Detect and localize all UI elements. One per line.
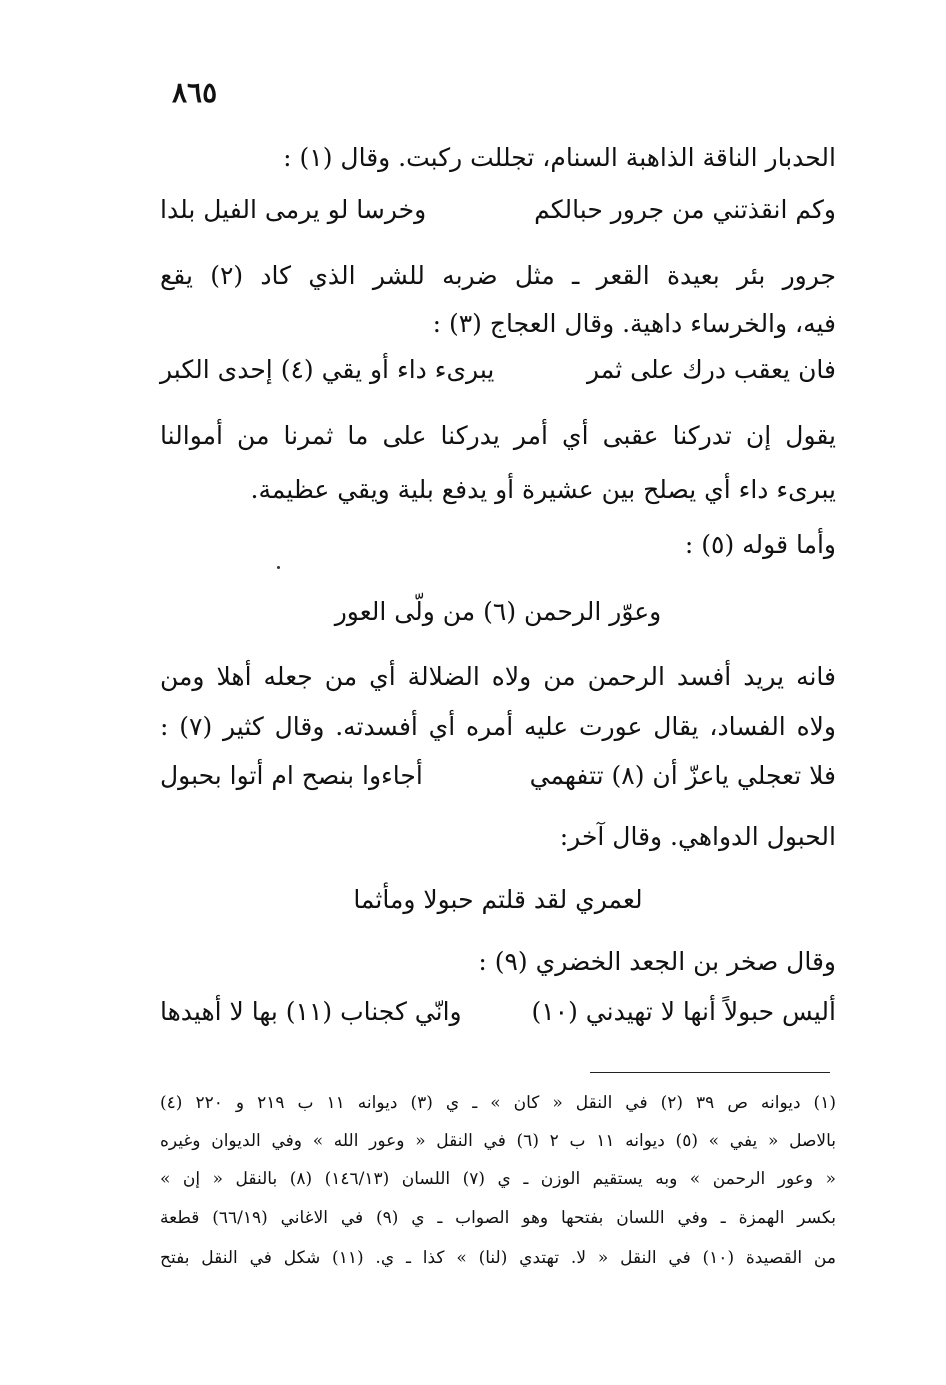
text-line: الحدبار الناقة الذاهبة السنام، تجللت ركبت. وقال (١) : <box>283 143 836 172</box>
footnote-line: بالاصل « يفي » (٥) ديوانه ١١ ب ٢ (٦) في النقل « وعور الله » وفي الديوان وغيره <box>160 1131 837 1151</box>
text-line: جرور بئر بعيدة القعر ـ مثل ضربه للشر الذي كاد (٢) يقع <box>160 261 836 290</box>
footnote-divider <box>590 1072 830 1073</box>
verse-second-hemistich: أجاءوا بنصح ام أتوا بحبول <box>160 761 423 790</box>
footnote-line: من القصيدة (١٠) في النقل « لا. تهتدي (لنا) » كذا ـ ي. (١١) شكل في النقل بفتح <box>160 1248 836 1268</box>
text-line: ولاه الفساد، يقال عورت عليه أمره أي أفسدته. وقال كثير (٧) : <box>160 712 836 741</box>
stray-mark <box>277 566 280 569</box>
footnote-line: « وعور الرحمن » وبه يستقيم الوزن ـ ي (٧) اللسان (١٤٦/١٣) (٨) بالنقل « إن » <box>160 1169 836 1189</box>
text-line: فانه يريد أفسد الرحمن من ولاه الضلالة أي من جعله أهلا ومن <box>160 662 836 691</box>
verse-first-hemistich: أليس حبولاً أنها لا تهيدني (١٠) <box>531 997 836 1026</box>
page-number: ٨٦٥ <box>172 76 218 109</box>
verse-second-hemistich: وخرسا لو يرمى الفيل بلدا <box>160 195 427 224</box>
footnote-line: بكسر الهمزة ـ وفي اللسان بفتحها وهو الصواب ـ ي (٩) في الاغاني (٦٦/١٩) قطعة <box>160 1208 836 1228</box>
text-line: الحبول الدواهي. وقال آخر: <box>559 822 836 851</box>
centered-verse: وعوّر الرحمن (٦) من ولّى العور <box>334 597 662 626</box>
verse-line <box>160 756 836 796</box>
verse-line <box>160 350 836 390</box>
centered-verse: لعمري لقد قلتم حبولا ومأثما <box>353 885 643 914</box>
text-line: وأما قوله (٥) : <box>684 530 836 559</box>
verse-line <box>160 190 836 230</box>
text-line: يبرىء داء أي يصلح بين عشيرة أو يدفع بلية ويقي عظيمة. <box>250 475 836 504</box>
verse-line <box>160 992 836 1032</box>
verse-first-hemistich: وكم انقذتني من جرور حبالكم <box>534 195 836 224</box>
verse-first-hemistich: فلا تعجلي ياعزّ أن (٨) تتفهمي <box>529 761 836 790</box>
text-line: فيه، والخرساء داهية. وقال العجاج (٣) : <box>432 309 836 338</box>
text-line: يقول إن تدركنا عقبى أي أمر يدركنا على ما ثمرنا من أموالنا <box>160 421 836 450</box>
text-line: وقال صخر بن الجعد الخضري (٩) : <box>478 947 836 976</box>
verse-second-hemistich: يبرىء داء أو يقي (٤) إحدى الكبر <box>160 355 495 384</box>
verse-first-hemistich: فان يعقب درك على ثمر <box>587 355 836 384</box>
footnote-line: (١) ديوانه ص ٣٩ (٢) في النقل « كان » ـ ي (٣) ديوانه ١١ ب ٢١٩ و ٢٢٠ (٤) <box>160 1093 836 1113</box>
verse-second-hemistich: وانّي كجناب (١١) بها لا أهيدها <box>160 997 462 1026</box>
